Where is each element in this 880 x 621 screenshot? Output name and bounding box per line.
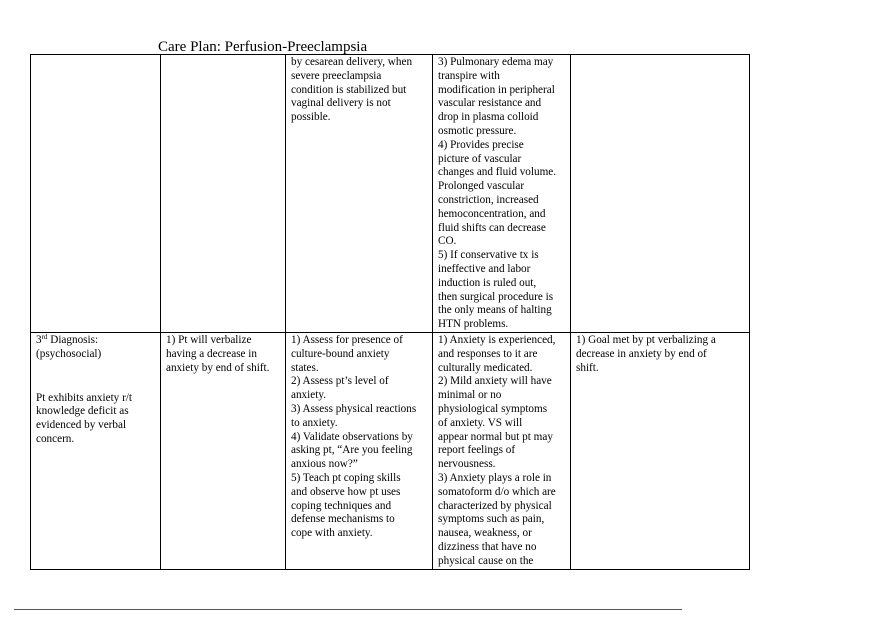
page-title: Care Plan: Perfusion-Preeclampsia <box>158 39 368 55</box>
table-cell-interventions <box>286 55 433 333</box>
rationale-text: 1) Anxiety is experienced, and responses to it are culturally medicated. 2) Mild anxiety will have minimal or no physiological symptoms of anxiety. VS will appear normal but pt may report feelings of nervousness. 3) Anxiety plays a role in somatoform d/o which are characterized by physical symptoms such as pain, nausea, weakness, or dizziness that have no physical cause on the <box>438 334 556 567</box>
table-cell-evaluation <box>571 333 750 570</box>
diagnosis-heading: 3rd Diagnosis: <box>36 333 99 346</box>
rationale-text: 3) Pulmonary edema may transpire with modification in peripheral vascular resistance and drop in plasma colloid osmotic pressure. 4) Provides precise picture of vascular changes and fluid volume. Prolonged vascular constriction, increased hemoconcentration, and fluid shifts can decrease CO. 5) If conservative tx is ineffective and labor induction is ruled out, then surgical procedure is the only means of halting HTN problems. <box>438 56 557 331</box>
goals-text: 1) Pt will verbalize having a decrease in anxiety by end of shift. <box>166 334 270 374</box>
table-cell-rationale <box>433 333 571 570</box>
table-row <box>31 55 750 333</box>
care-plan-table <box>30 54 750 570</box>
table-cell-goals <box>161 333 286 570</box>
table-cell-evaluation <box>571 55 750 333</box>
footer-divider <box>14 609 682 610</box>
table-cell-diagnosis <box>31 55 161 333</box>
table-row <box>31 333 750 570</box>
table-cell-goals <box>161 55 286 333</box>
interventions-text: by cesarean delivery, when severe preeclampsia condition is stabilized but vaginal delivery is not possible. <box>291 56 413 124</box>
interventions-text: 1) Assess for presence of culture-bound anxiety states. 2) Assess pt’s level of anxiety. 3) Assess physical reactions to anxiety. 4) Validate observations by asking pt, “Are you feeling anxious now?” 5) Teach pt coping skills and observe how pt uses coping techniques and defense mechanisms to cope with anxiety. <box>291 334 417 540</box>
evaluation-text: 1) Goal met by pt verbalizing a decrease in anxiety by end of shift. <box>576 334 716 374</box>
diagnosis-statement: Pt exhibits anxiety r/t knowledge deficit as evidenced by verbal concern. <box>36 391 133 445</box>
table-cell-diagnosis <box>31 333 161 570</box>
diagnosis-type: (psychosocial) <box>36 347 102 360</box>
table-cell-rationale <box>433 55 571 333</box>
table-cell-interventions <box>286 333 433 570</box>
